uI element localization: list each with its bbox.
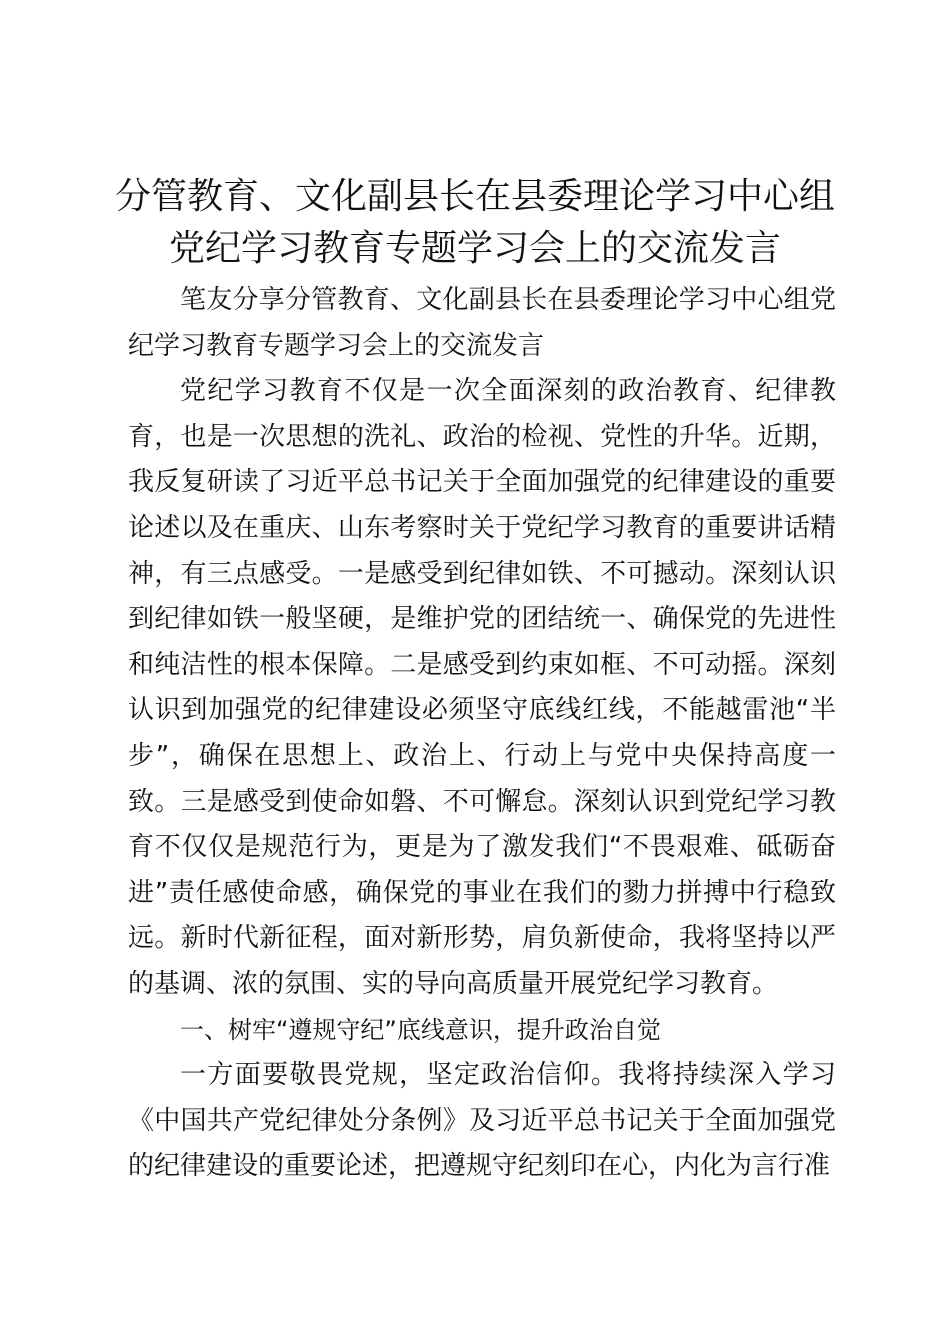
body-paragraph-1: 党纪学习教育不仅是一次全面深刻的政治教育、纪律教育，也是一次思想的洗礼、政治的检视、党性的升华。近期，我反复研读了习近平总书记关于全面加强党的纪律建设的重要论述以及在重庆、山东考察时关于党纪学习教育的重要讲话精神，有三点感受。一是感受到纪律如铁、不可撼动。深刻认识到纪律如铁一般坚硬，是维护党的团结统一、确保党的先进性和纯洁性的根本保障。二是感受到约束如框、不可动摇。深刻认识到加强党的纪律建设必须坚守底线红线，不能越雷池“半步”，确保在思想上、政治上、行动上与党中央保持高度一致。三是感受到使命如磐、不可懈怠。深刻认识到党纪学习教育不仅仅是规范行为，更是为了激发我们“不畏艰难、砥砺奋进”责任感使命感，确保党的事业在我们的勠力拼搏中行稳致远。新时代新征程，面对新形势，肩负新使命，我将坚持以严的基调、浓的氛围、实的导向高质量开展党纪学习教育。 (128, 376, 836, 999)
document-title-line-1: 分管教育、文化副县长在县委理论学习中心组 (114, 176, 835, 217)
document-body (128, 278, 836, 1190)
section-heading-1: 一、树牢“遵规守纪”底线意识，提升政治自觉 (180, 1015, 661, 1044)
intro-paragraph: 笔友分享分管教育、文化副县长在县委理论学习中心组党纪学习教育专题学习会上的交流发言 (128, 285, 836, 361)
document-title-line-2: 党纪学习教育专题学习会上的交流发言 (168, 228, 781, 269)
body-paragraph-2: 一方面要敬畏党规，坚定政治信仰。我将持续深入学习《中国共产党纪律处分条例》及习近平总书记关于全面加强党的纪律建设的重要论述，把遵规守纪刻印在心，内化为言行准 (128, 1060, 836, 1182)
